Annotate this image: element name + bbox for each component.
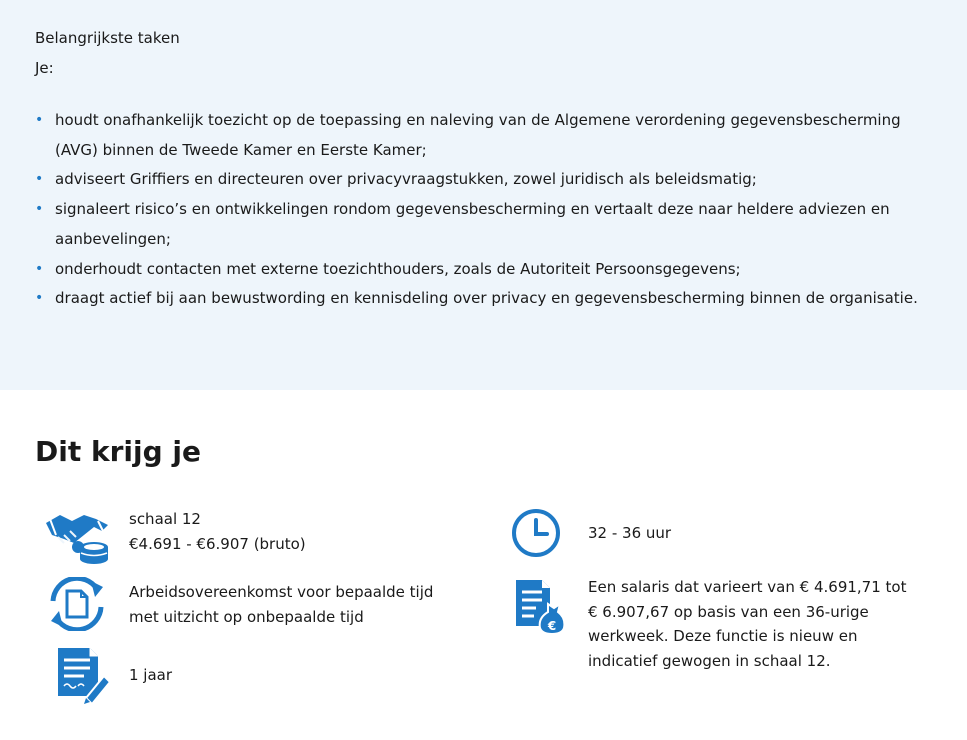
- list-item: [35, 106, 935, 165]
- svg-text:€: €: [547, 619, 557, 633]
- document-money-icon: [514, 578, 566, 634]
- bullet-icon: •: [35, 290, 44, 307]
- document-cycle-icon: [45, 577, 109, 631]
- task-text: adviseert Griffiers en directeuren over privacyvraagstukken, zowel juridisch als beleidsmatig;: [55, 170, 757, 189]
- list-item: [35, 255, 935, 285]
- benefit-duration: [0, 645, 480, 705]
- contract-signing-icon: [56, 646, 112, 704]
- clock-icon: [511, 508, 561, 558]
- list-item: [35, 165, 935, 195]
- benefit-hours: [480, 505, 960, 565]
- handshake-coins-icon: [44, 509, 112, 565]
- contract-text: Arbeidsovereenkomst voor bepaalde tijd met uitzicht op onbepaalde tijd: [129, 583, 434, 626]
- salary-note-text: Een salaris dat varieert van € 4.691,71 tot € 6.907,67 op basis van een 36-urige werkweek. Deze functie is nieuw en indicatief gewogen in schaal 12.: [588, 578, 907, 670]
- task-list: [35, 106, 935, 314]
- task-text: draagt actief bij aan bewustwording en kennisdeling over privacy en gegevensbescherming binnen de organisatie.: [55, 289, 918, 308]
- list-item: [35, 284, 935, 314]
- salary-scale-line2: €4.691 - €6.907 (bruto): [129, 535, 306, 553]
- duration-text: 1 jaar: [129, 666, 173, 684]
- tasks-heading: Belangrijkste taken: [35, 29, 180, 47]
- salary-scale-line1: schaal 12: [129, 510, 201, 528]
- benefit-salary-note: [480, 575, 960, 675]
- benefits-title: Dit krijg je: [35, 435, 201, 468]
- list-item: [35, 195, 935, 254]
- task-text: signaleert risico’s en ontwikkelingen rondom gegevensbescherming en vertaalt deze naar heldere adviezen en aanbevelingen;: [55, 200, 890, 248]
- bullet-icon: •: [35, 260, 44, 277]
- bullet-icon: •: [35, 112, 44, 128]
- hours-text: 32 - 36 uur: [588, 524, 672, 542]
- bullet-icon: •: [35, 171, 44, 188]
- benefit-salary-scale: [0, 505, 480, 565]
- task-text: onderhoudt contacten met externe toezichthouders, zoals de Autoriteit Persoonsgegevens;: [55, 259, 741, 278]
- benefit-contract: [0, 575, 480, 635]
- bullet-icon: •: [35, 201, 44, 218]
- task-text: houdt onafhankelijk toezicht op de toepassing en naleving van de Algemene verordening gegevensbescherming (AVG) binnen de Tweede Kamer en Eerste Kamer;: [55, 111, 901, 159]
- tasks-intro: Je:: [35, 59, 54, 77]
